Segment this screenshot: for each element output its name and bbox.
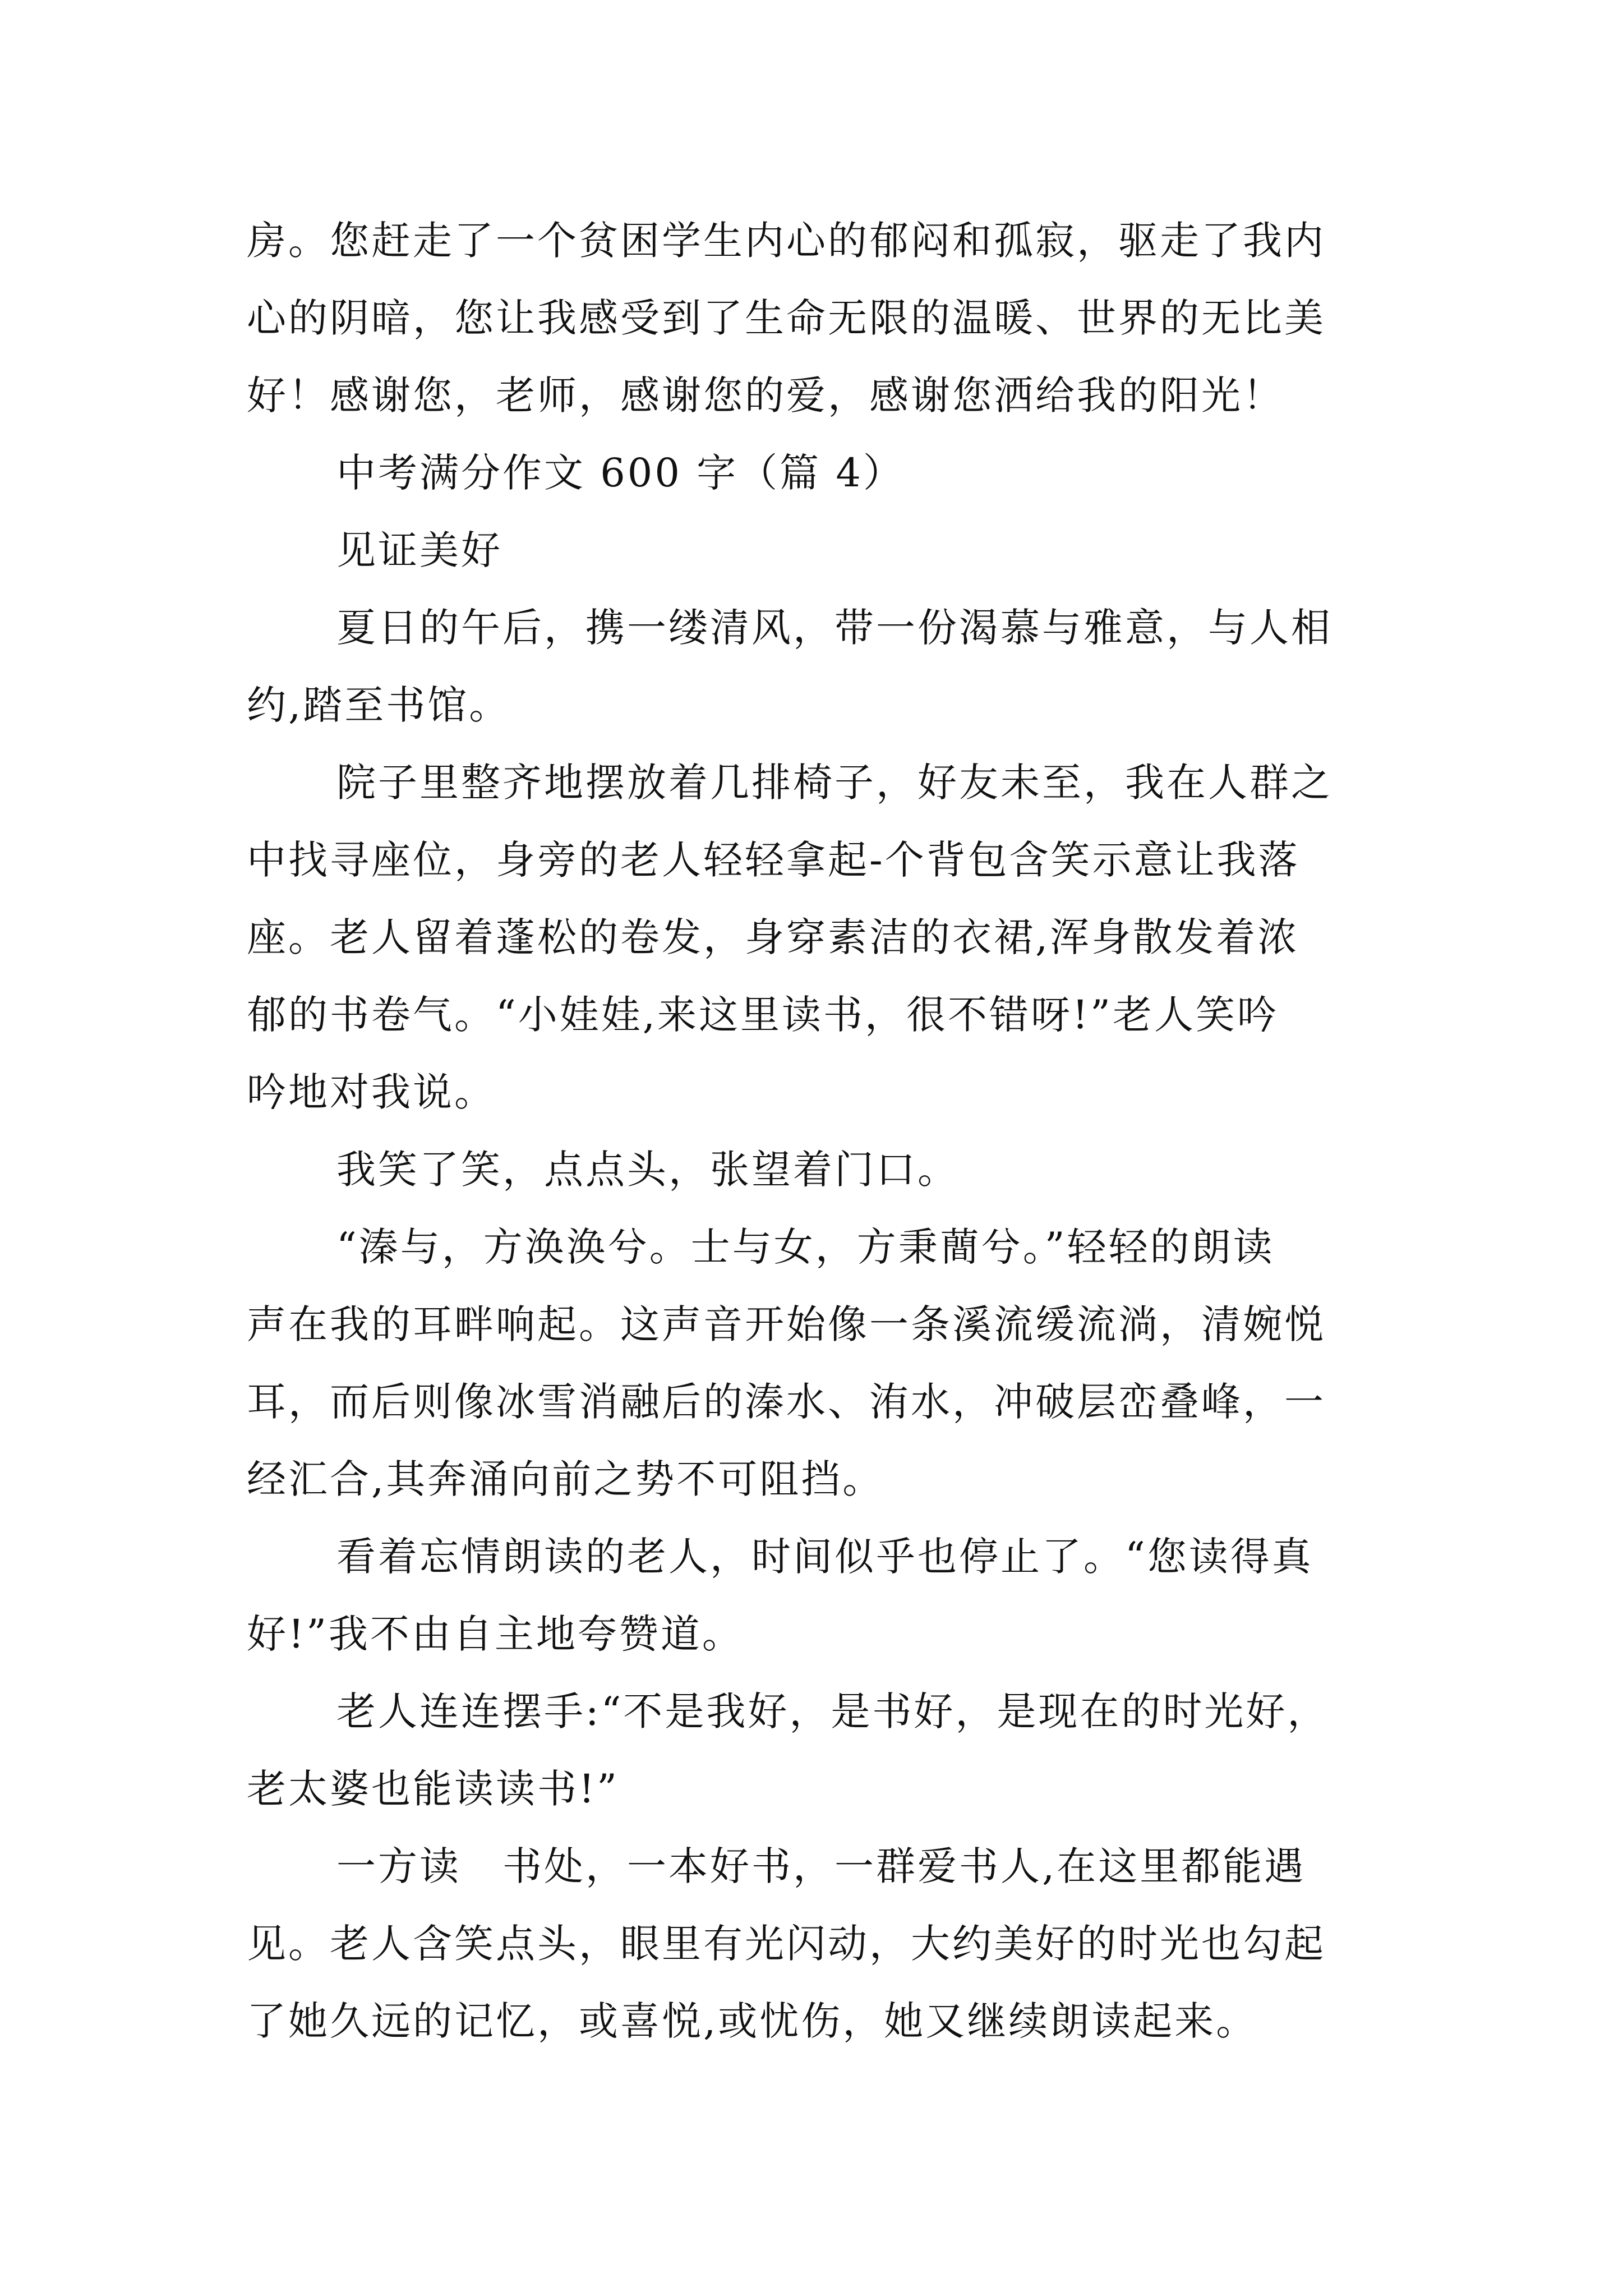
text-line: 了她久远的记忆，或喜悦,或忧伤，她又继续朗读起来。	[247, 1998, 1258, 2044]
text-line: 房。您赶走了一个贫困学生内心的郁闷和孤寂，驱走了我内	[247, 218, 1326, 264]
text-line: 我笑了笑，点点头，张望着门口。	[336, 1147, 959, 1193]
text-line: 吟地对我说。	[247, 1069, 496, 1115]
text-line: 约,踏至书馆。	[247, 682, 511, 728]
text-line: 看着忘情朗读的老人，时间似乎也停止了。“您读得真	[336, 1534, 1313, 1580]
text-line: 心的阴暗，您让我感受到了生命无限的温暖、世界的无比美	[247, 295, 1326, 341]
text-line: 夏日的午后，携一缕清风，带一份渴慕与雅意，与人相	[336, 605, 1332, 651]
essay-title: 见证美好	[336, 527, 502, 573]
section-heading: 中考满分作文 600 字（篇 4）	[336, 450, 905, 496]
text-line: 院子里整齐地摆放着几排椅子，好友未至，我在人群之	[336, 760, 1332, 806]
text-line: 中找寻座位，身旁的老人轻轻拿起-个背包含笑示意让我落	[247, 837, 1300, 883]
text-line: “溱与，方涣涣兮。士与女，方秉蕳兮。”轻轻的朗读	[336, 1224, 1275, 1270]
text-line: 经汇合,其奔涌向前之势不可阻挡。	[247, 1456, 884, 1502]
text-line: 老人连连摆手:“不是我好，是书好，是现在的时光好，	[336, 1688, 1329, 1734]
text-line: 好！感谢您，老师，感谢您的爱，感谢您洒给我的阳光！	[247, 372, 1284, 418]
text-line: 一方读 书处，一本好书，一群爱书人,在这里都能遇	[336, 1843, 1306, 1889]
text-line: 耳，而后则像冰雪消融后的溱水、洧水，冲破层峦叠峰，一	[247, 1379, 1326, 1425]
document-page	[247, 202, 1391, 2060]
text-line: 老太婆也能读读书!”	[247, 1766, 619, 1812]
text-line: 郁的书卷气。“小娃娃,来这里读书，很不错呀!”老人笑吟	[247, 992, 1279, 1038]
text-line: 好!”我不由自主地夸赞道。	[247, 1611, 744, 1657]
text-line: 见。老人含笑点头，眼里有光闪动，大约美好的时光也勾起	[247, 1921, 1326, 1967]
text-line: 声在我的耳畔响起。这声音开始像一条溪流缓流淌，清婉悦	[247, 1301, 1326, 1347]
text-line: 座。老人留着蓬松的卷发，身穿素洁的衣裙,浑身散发着浓	[247, 914, 1299, 960]
